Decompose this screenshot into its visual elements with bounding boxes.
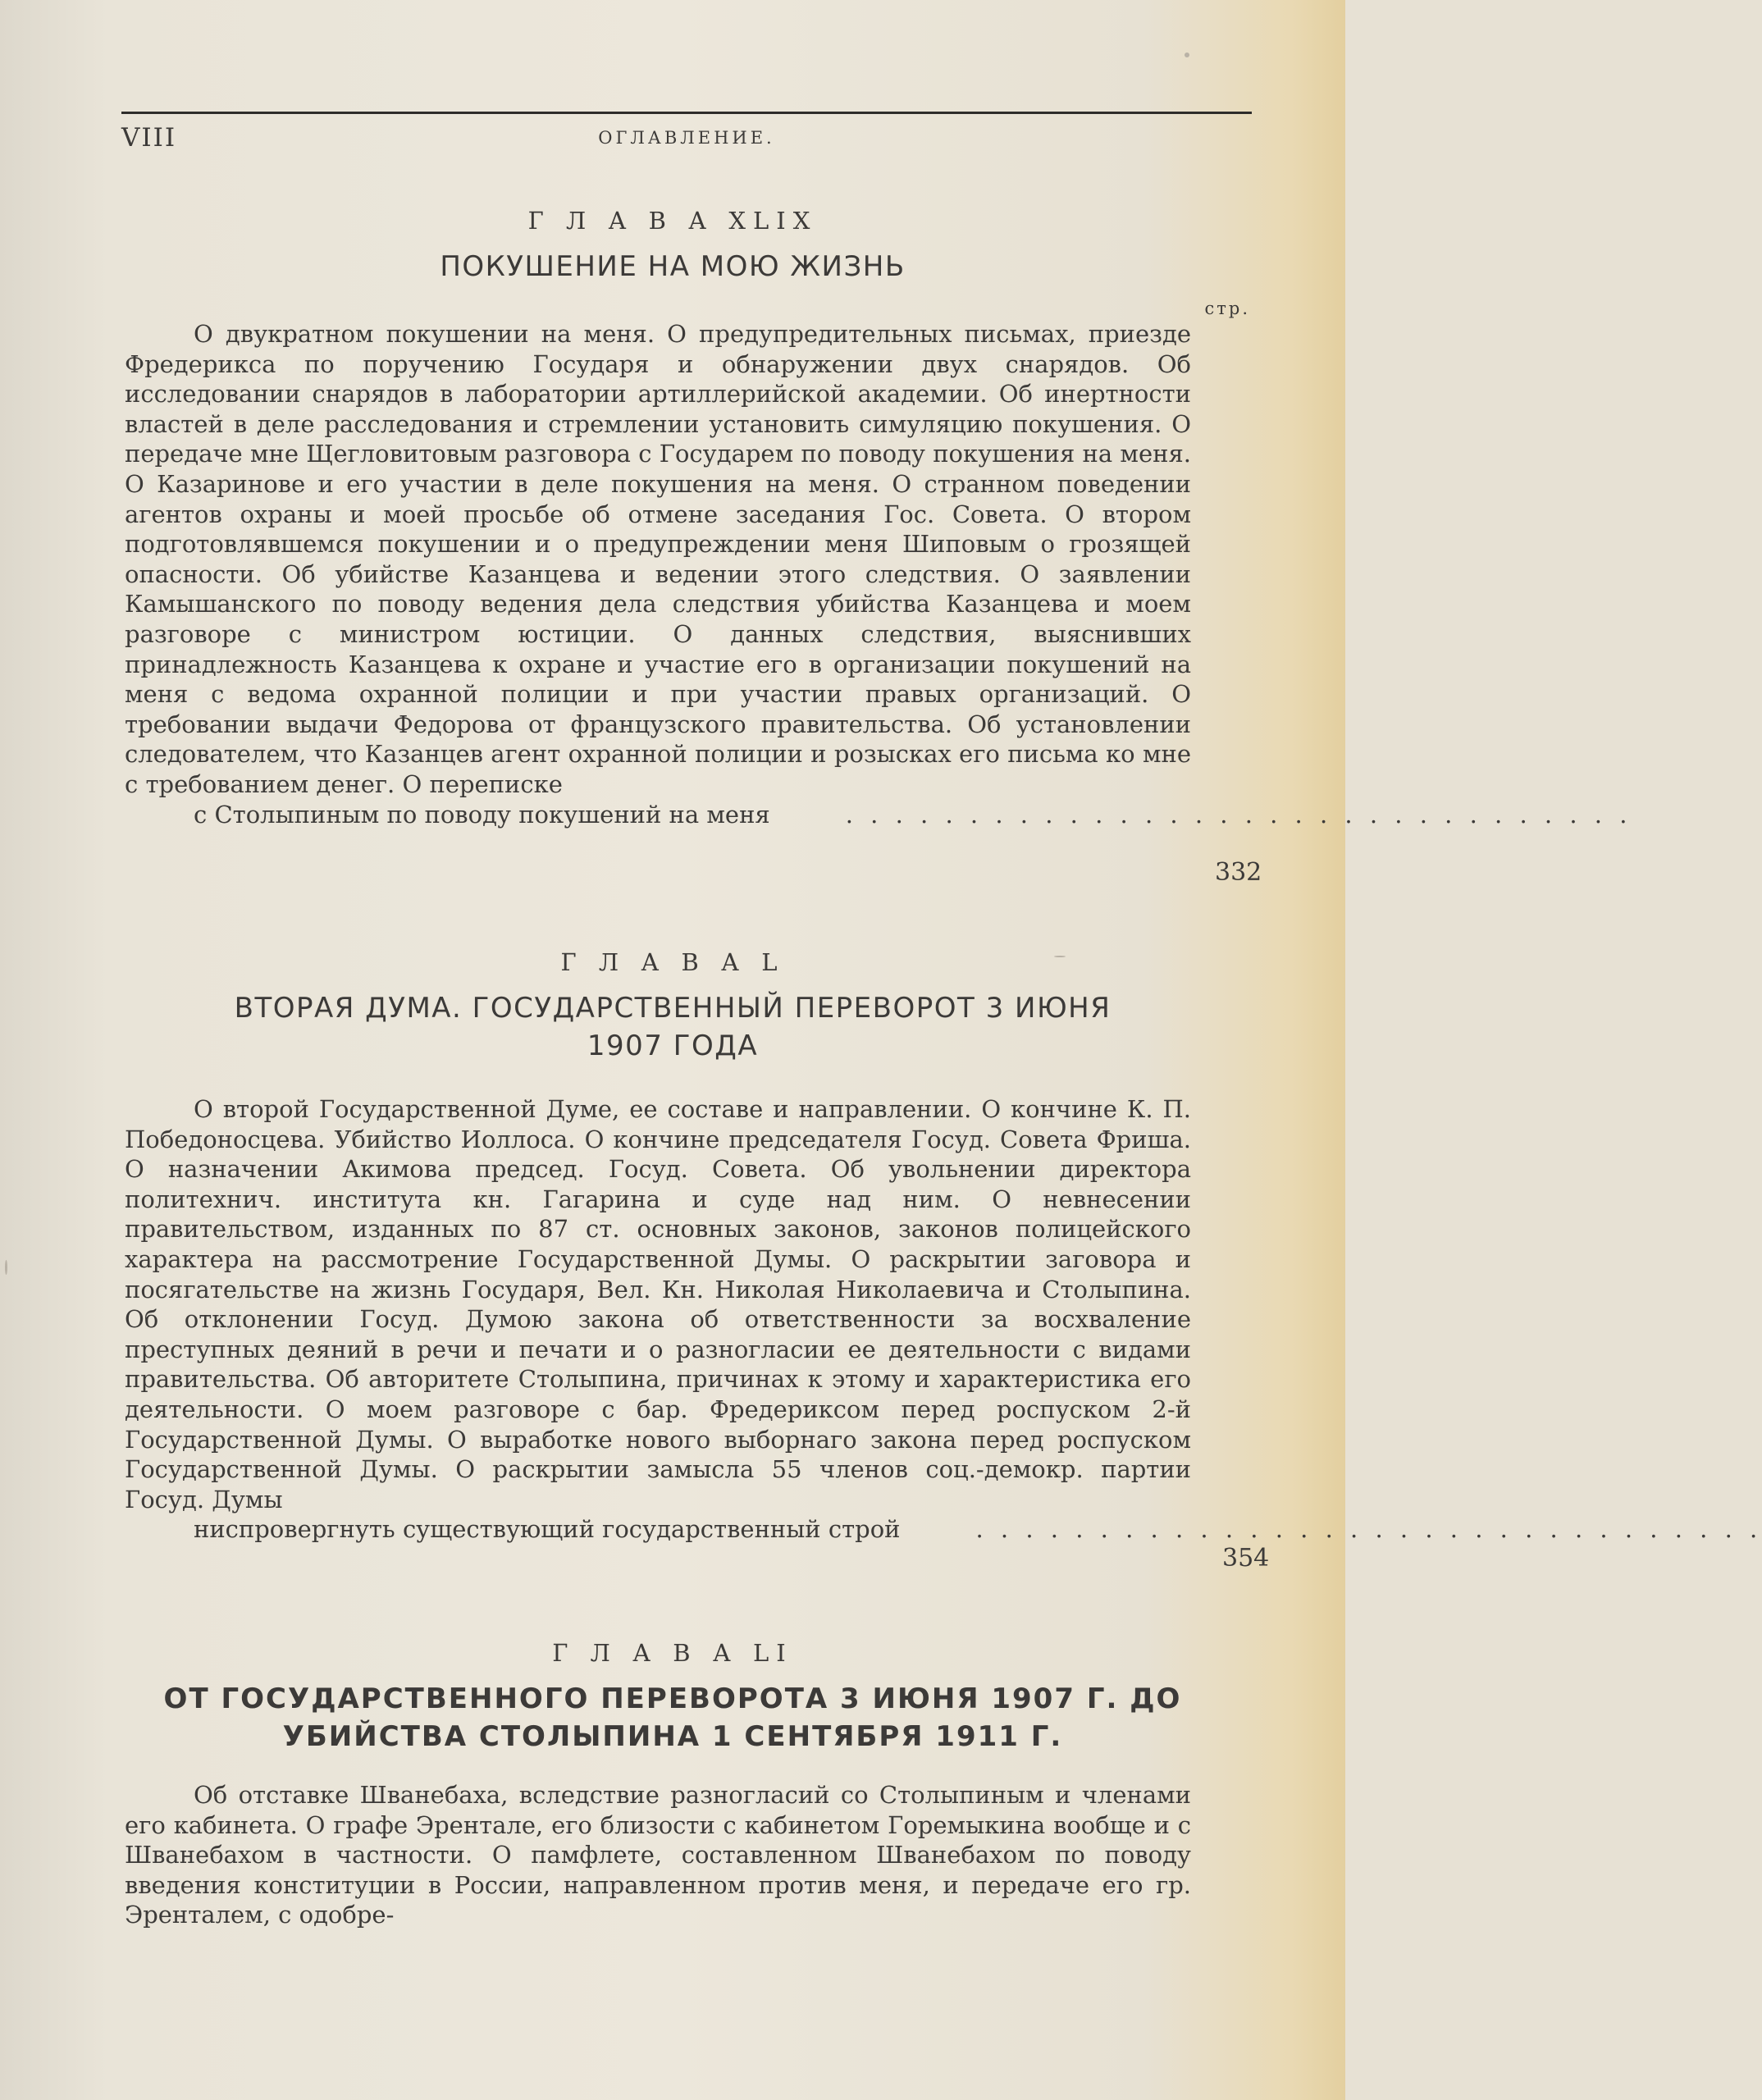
summary-text: О двукратном покушении на меня. О предупредительных письмах, приезде Фредерикса по поручению Государя и обнаружении двух снарядов. Об исследовании снарядов в лаборатории артиллерийской академии. Об инертности властей в деле расследования и стремлении установить симуляцию покушения. О передаче мне Щегловитовым разговора с Государем по поводу покушения на меня. О Казаринове и его участии в деле покушения на меня. О странном поведении агентов охраны и моей просьбе об отмене заседания Гос. Совета. О втором подготовлявшемся покушении и о предупреждении меня Шиповым о грозящей опасности. Об убийстве Казанцева и ведении этого следствия. О заявлении Камышанского по поводу ведения дела следствия убийства Казанцева и моем разговоре с министром юстиции. О данных следствия, выяснивших принадлежность Казанцева к охране и участие его в организации покушений на меня с ведома охранной полиции и при участии правых организаций. О требовании выдачи Федорова от французского правительства. Об установлении следователем, что Казанцев агент охранной полиции и розысках его письма ко мне с требованием денег. О переписке	[125, 320, 1191, 798]
page-column-heading: стр.	[1204, 299, 1250, 318]
running-title: ОГЛАВЛЕНИЕ.	[598, 128, 775, 148]
chapter-title-line: ОТ ГОСУДАРСТВЕННОГО ПЕРЕВОРОТА 3 ИЮНЯ 1907 Г. ДО	[163, 1682, 1182, 1715]
chapter-title	[156, 1680, 1189, 1755]
summary-last-line	[125, 800, 1632, 830]
chapter-51-heading	[0, 1639, 1345, 1755]
chapter-49-heading	[0, 207, 1345, 285]
summary-text: О второй Государственной Думе, ее составе и направлении. О кончине К. П. Победоносцева. Убийство Иоллоса. О кончине председателя Госуд. Совета Фриша. О назначении Акимова председ. Госуд. Совета. Об увольнении директора политехнич. института кн. Гагарина и суде над ним. О невнесении правительством, изданных по 87 ст. основных законов, законов полицейского характера на рассмотрение Государственной Думы. О раскрытии заговора и посягательстве на жизнь Государя, Вел. Кн. Николая Николаевича и Столыпина. Об отклонении Госуд. Думою закона об ответственности за восхваление преступных деяний в речи и печати и о разногласии ее деятельности с видами правительства. Об авторитете Столыпина, причинах к этому и характеристика его деятельности. О моем разговоре с бар. Фредериксом перед роспуском 2-й Государственной Думы. О выработке нового выборнаго закона перед роспуском Государственной Думы. О раскрытии замысла 55 членов соц.-демокр. партии Госуд. Думы	[125, 1095, 1191, 1513]
summary-last-line-text: с Столыпиным по поводу покушений на меня	[194, 800, 770, 829]
page-number: VIII	[121, 123, 177, 153]
dot-leader: . . . . . . . . . . . . . . . . . . . . . . . . . . . . . . . .	[975, 1515, 1762, 1544]
chapter-title-line: ВТОРАЯ ДУМА. ГОСУДАРСТВЕННЫЙ ПЕРЕВОРОТ 3 ИЮНЯ	[234, 992, 1112, 1025]
chapter-title	[156, 248, 1189, 285]
chapter-50-summary	[125, 1094, 1762, 1545]
chapter-50-page-ref: 354	[1222, 1544, 1270, 1573]
chapter-49-summary	[125, 319, 1632, 829]
chapter-49-page-ref: 332	[1215, 858, 1262, 887]
running-head	[121, 123, 1252, 156]
chapter-51-summary	[125, 1780, 1191, 1930]
chapter-label: Г Л А В А XLIX	[527, 207, 818, 235]
summary-last-line	[125, 1514, 1762, 1545]
chapter-title-line: УБИЙСТВА СТОЛЫПИНА 1 СЕНТЯБРЯ 1911 Г.	[282, 1720, 1063, 1753]
chapter-label: Г Л А В А L	[560, 948, 785, 976]
paper-speck	[5, 1260, 7, 1275]
summary-last-line-text: ниспровергнуть существующий государственный строй	[194, 1515, 901, 1544]
top-rule	[121, 112, 1252, 114]
chapter-50-heading	[0, 948, 1345, 1065]
chapter-title	[156, 989, 1189, 1065]
paper-speck	[1054, 956, 1066, 957]
chapter-label: Г Л А В А LI	[552, 1639, 793, 1667]
summary-text: Об отставке Шванебаха, вследствие разногласий со Столыпиным и членами его кабинета. О графе Эрентале, его близости с кабинетом Горемыкина вообще и с Шванебахом в частности. О памфлете, составленном Шванебахом по поводу введения конституции в России, направленном против меня, и передаче его гр. Эренталем, с одобре-	[125, 1781, 1191, 1929]
dot-leader: . . . . . . . . . . . . . . . . . . . . . . . . . . . . . . . .	[845, 800, 1632, 829]
chapter-title-line: 1907 ГОДА	[587, 1029, 759, 1062]
chapter-title-line: ПОКУШЕНИЕ НА МОЮ ЖИЗНЬ	[440, 250, 906, 283]
paper-speck	[1185, 52, 1189, 57]
